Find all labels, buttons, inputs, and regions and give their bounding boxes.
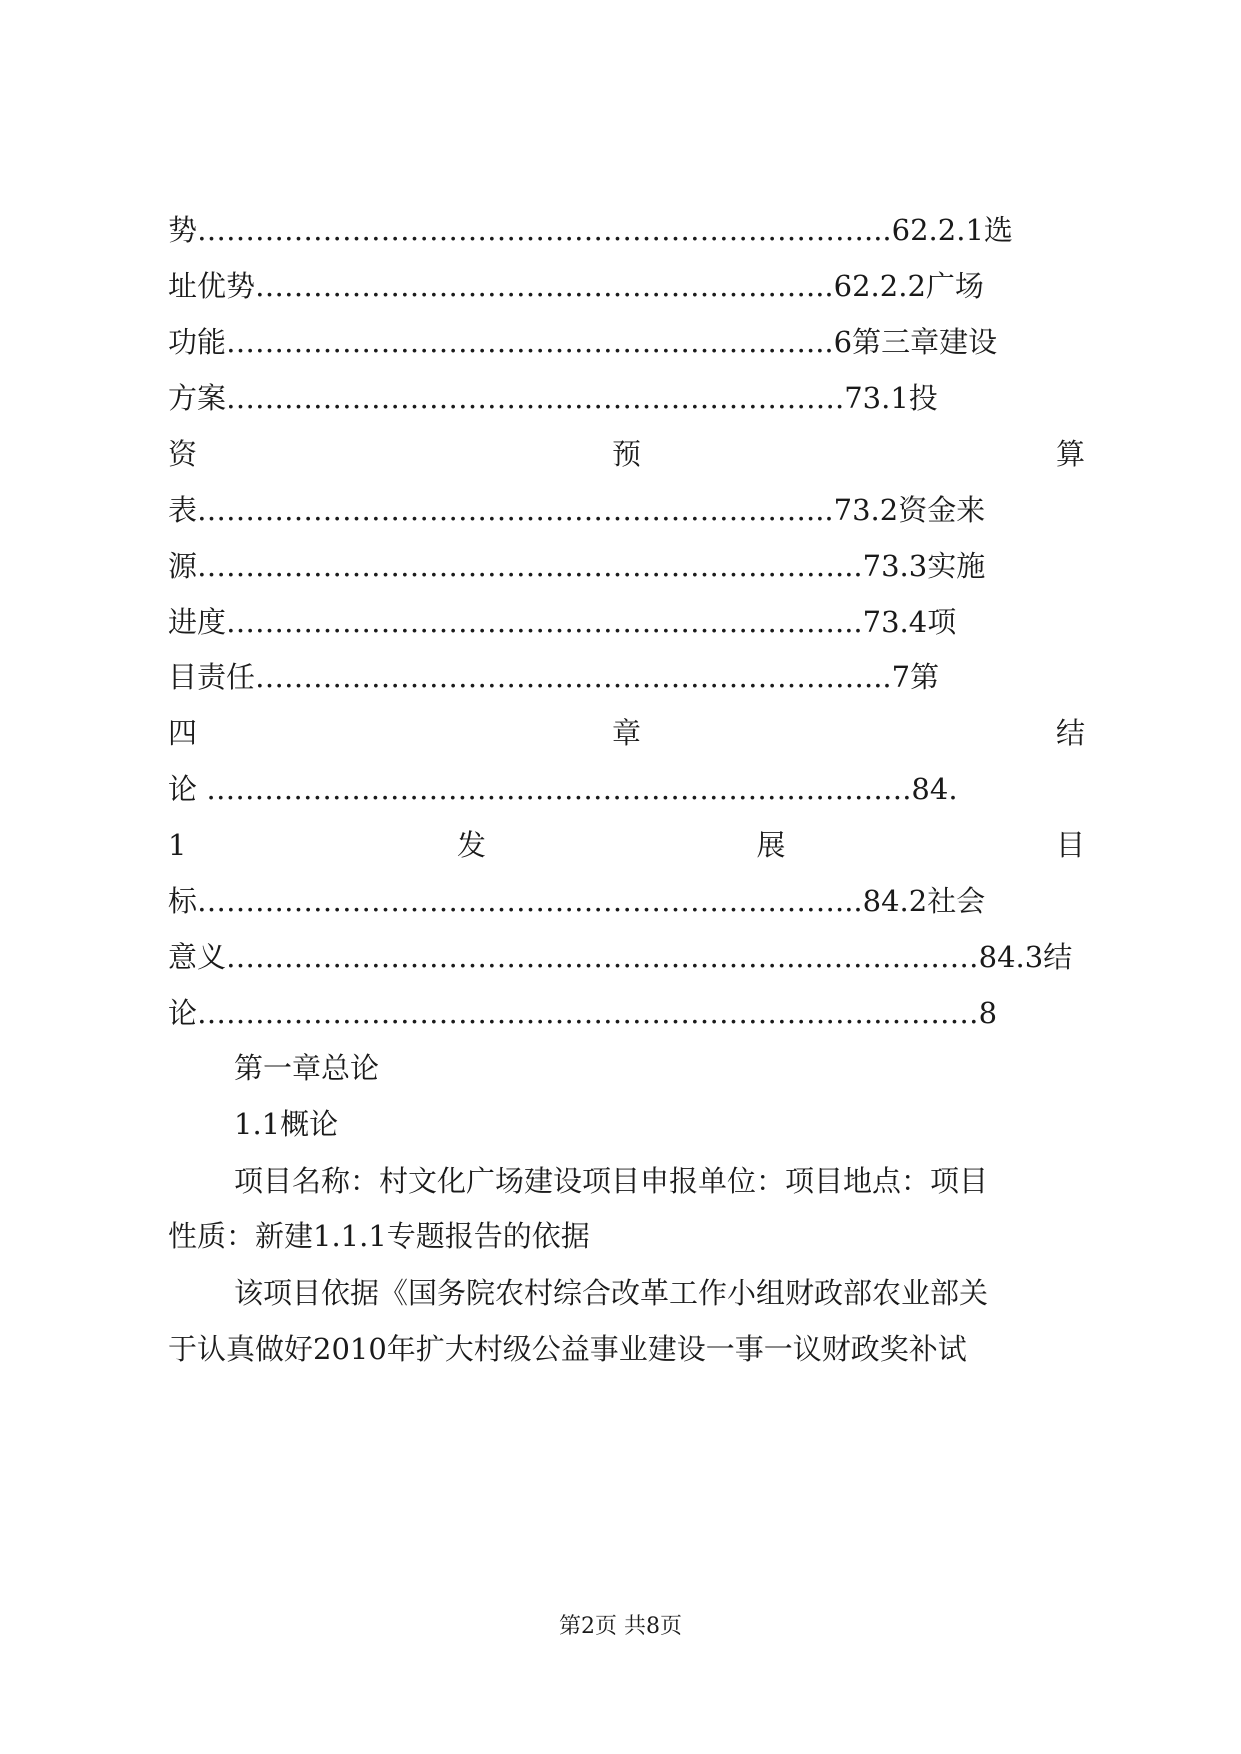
toc-line: 论……………………………………………………………...………8: [168, 996, 998, 1030]
toc-spread-char: 资: [168, 437, 198, 471]
section-title: 1.1概论: [234, 1107, 339, 1141]
toc-line: 标…………………………………………………………...84.2社会: [168, 884, 986, 918]
toc-line: 论 ……………………………………………………………….84.: [168, 772, 958, 806]
toc-spread-line: [168, 708, 1085, 758]
toc-line: 表………………………………………………………...73.2资金来: [168, 493, 986, 527]
toc-line: 址优势…………………………………………………...62.2.2广场: [168, 269, 984, 303]
paragraph-line: 性质：新建1.1.1专题报告的依据: [168, 1219, 590, 1253]
toc-spread-char: 发: [456, 828, 486, 862]
toc-spread-char: 预: [611, 437, 641, 471]
toc-spread-char: 结: [1055, 716, 1085, 750]
toc-line: 源…………………………………………………………...73.3实施: [168, 549, 986, 583]
toc-spread-char: 1: [168, 828, 187, 862]
paragraph-line: 于认真做好2010年扩大村级公益事业建设一事一议财政奖补试: [168, 1332, 967, 1366]
toc-line: 势……………………………………………………………...62.2.1选: [168, 213, 1013, 247]
toc-line: 意义…………………………………………………...………………84.3结: [168, 940, 1073, 974]
toc-line: 方案……………………………………………………….73.1投: [168, 381, 938, 415]
toc-spread-char: 展: [756, 828, 786, 862]
chapter-title: 第一章总论: [234, 1051, 380, 1085]
paragraph-line: 该项目依据《国务院农村综合改革工作小组财政部农业部关: [234, 1276, 989, 1310]
toc-spread-char: 目: [1055, 828, 1085, 862]
paragraph-line: 项目名称：村文化广场建设项目申报单位：项目地点：项目: [234, 1164, 989, 1198]
page-footer: 第2页 共8页: [559, 1614, 682, 1639]
toc-spread-line: [168, 820, 1085, 870]
toc-line: 进度………………………………………………………...73.4项: [168, 605, 957, 639]
toc-spread-char: 算: [1055, 437, 1085, 471]
toc-spread-line: [168, 429, 1085, 479]
toc-line: 目责任………………………………………………………...7第: [168, 660, 940, 694]
toc-spread-char: 章: [611, 716, 641, 750]
toc-line: 功能……………………………………………………...6第三章建设: [168, 325, 998, 359]
toc-spread-char: 四: [168, 716, 198, 750]
